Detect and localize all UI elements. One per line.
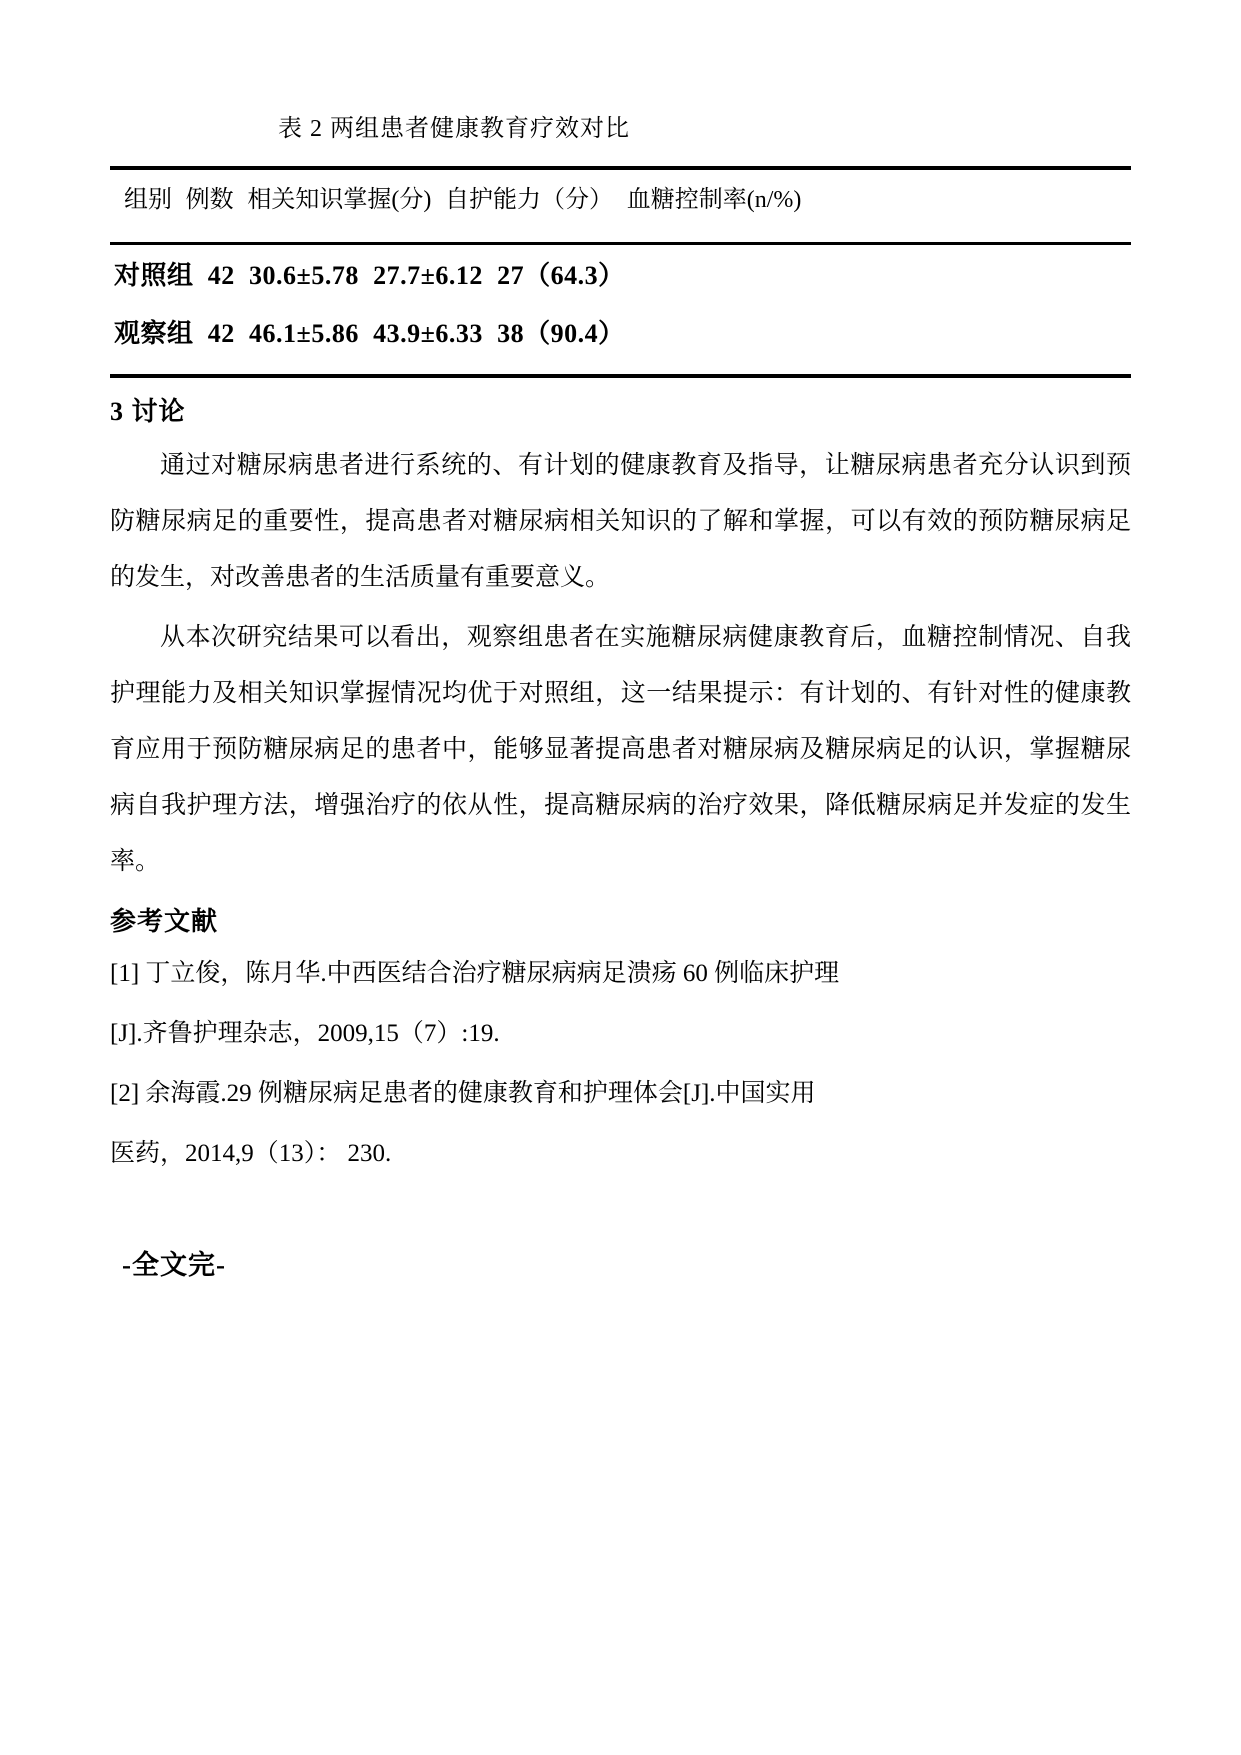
paragraph-line: 病自我护理方法，增强治疗的依从性，提高糖尿病的治疗效果，降低糖尿病足并发症的发生 bbox=[110, 792, 1131, 819]
discussion-paragraph-2 bbox=[110, 610, 1131, 890]
paragraph-line: 护理能力及相关知识掌握情况均优于对照组，这一结果提示：有计划的、有针对性的健康教 bbox=[110, 680, 1131, 707]
paragraph-line: 率。 bbox=[110, 848, 161, 875]
paragraph-line: 的发生，对改善患者的生活质量有重要意义。 bbox=[110, 564, 611, 591]
table-title: 表 2 两组患者健康教育疗效对比 bbox=[278, 116, 630, 142]
paragraph-line: 防糖尿病足的重要性，提高患者对糖尿病相关知识的了解和掌握，可以有效的预防糖尿病足 bbox=[110, 508, 1131, 535]
paragraph-line: 从本次研究结果可以看出，观察组患者在实施糖尿病健康教育后，血糖控制情况、自我 bbox=[160, 624, 1131, 651]
references-list bbox=[110, 944, 1131, 1184]
reference-line: [1] 丁立俊，陈月华.中西医结合治疗糖尿病病足溃疡 60 例临床护理 bbox=[110, 960, 840, 987]
table-header-row: 组别 例数 相关知识掌握(分) 自护能力（分） 血糖控制率(n/%) bbox=[124, 187, 802, 213]
table-top-rule bbox=[110, 166, 1131, 170]
end-of-document-marker: -全文完- bbox=[122, 1250, 226, 1280]
reference-line: [J].齐鲁护理杂志，2009,15（7）:19. bbox=[110, 1020, 500, 1047]
table-row-observation-group: 观察组 42 46.1±5.86 43.9±6.33 38（90.4） bbox=[114, 319, 625, 348]
discussion-paragraph-1 bbox=[110, 438, 1131, 606]
paragraph-line: 通过对糖尿病患者进行系统的、有计划的健康教育及指导，让糖尿病患者充分认识到预 bbox=[160, 452, 1131, 479]
discussion-heading: 3 讨论 bbox=[110, 397, 186, 426]
table-bottom-rule bbox=[110, 374, 1131, 378]
reference-line: 医药，2014,9（13）： 230. bbox=[110, 1140, 392, 1167]
paragraph-line: 育应用于预防糖尿病足的患者中，能够显著提高患者对糖尿病及糖尿病足的认识，掌握糖尿 bbox=[110, 736, 1131, 763]
table-row-control-group: 对照组 42 30.6±5.78 27.7±6.12 27（64.3） bbox=[114, 261, 625, 290]
table-header-rule bbox=[110, 242, 1131, 245]
reference-line: [2] 余海霞.29 例糖尿病足患者的健康教育和护理体会[J].中国实用 bbox=[110, 1080, 816, 1107]
references-heading: 参考文献 bbox=[110, 907, 219, 936]
